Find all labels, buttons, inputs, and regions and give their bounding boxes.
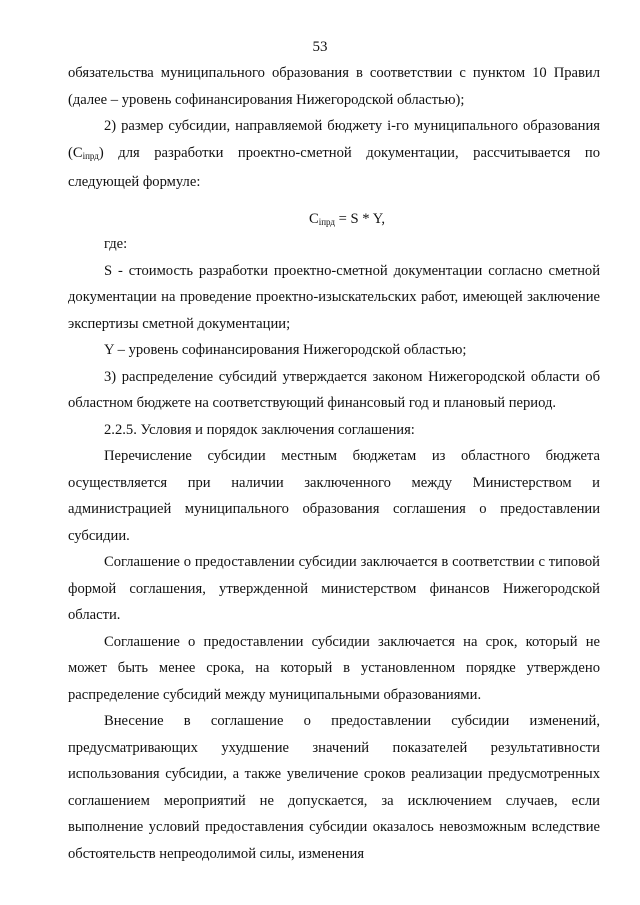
paragraph-2-subscript: iпрд [82, 150, 99, 161]
paragraph-2 [68, 113, 600, 196]
document-body [68, 60, 600, 867]
paragraph-3: 3) распределение субсидий утверждается законом Нижегородской области об областном бюджете на соответствующий финансовый год и плановый период. [68, 368, 600, 411]
paragraph-y-definition: Y – уровень софинансирования Нижегородской областью; [104, 342, 467, 358]
page-number: 53 [312, 39, 328, 55]
paragraph-2-text-end: ) для разработки проектно-сметной документации, рассчитывается по следующей формуле: [68, 144, 600, 190]
section-heading: 2.2.5. Условия и порядок заключения соглашения: [104, 421, 415, 438]
formula-symbol: С [308, 210, 319, 227]
paragraph-1: обязательства муниципального образования в соответствии с пунктом 10 Правил (далее – уровень софинансирования Нижегородской областью); [68, 65, 600, 108]
paragraph-transfer: Перечисление субсидии местным бюджетам из областного бюджета осуществляется при наличии заключенного между Министерством и администрацией муниципального образования соглашения о предоставлении субсидии. [68, 448, 600, 544]
paragraph-agreement-form: Соглашение о предоставлении субсидии заключается в соответствии с типовой формой соглашения, утвержденной министерством финансов Нижегородской области. [68, 554, 600, 623]
paragraph-s-definition: S - стоимость разработки проектно-сметной документации согласно сметной документации на проведение проектно-изыскательских работ, имеющей заключение экспертизы сметной документации; [68, 262, 600, 332]
where-label: где: [104, 236, 128, 252]
formula-expression: = S * Y, [335, 210, 386, 227]
formula-subscript: iпрд [318, 216, 335, 227]
paragraph-amendments: Внесение в соглашение о предоставлении субсидии изменений, предусматривающих ухудшение значений показателей результативности использования субсидии, а также увеличение сроков реализации предусмотренных соглашением мероприятий не допускается, за исключением случаев, если выполнение условий предоставления субсидии оказалось невозможным вследствие обстоятельств непреодолимой силы, изменения [68, 713, 600, 862]
paragraph-agreement-term: Соглашение о предоставлении субсидии заключается на срок, который не может быть менее срока, на который в установленном порядке утверждено распределение субсидий между муниципальными образованиями. [68, 633, 600, 703]
paragraph-2-text-start: 2) размер субсидии, направляемой бюджету i-го муниципального образования (С [68, 118, 600, 161]
